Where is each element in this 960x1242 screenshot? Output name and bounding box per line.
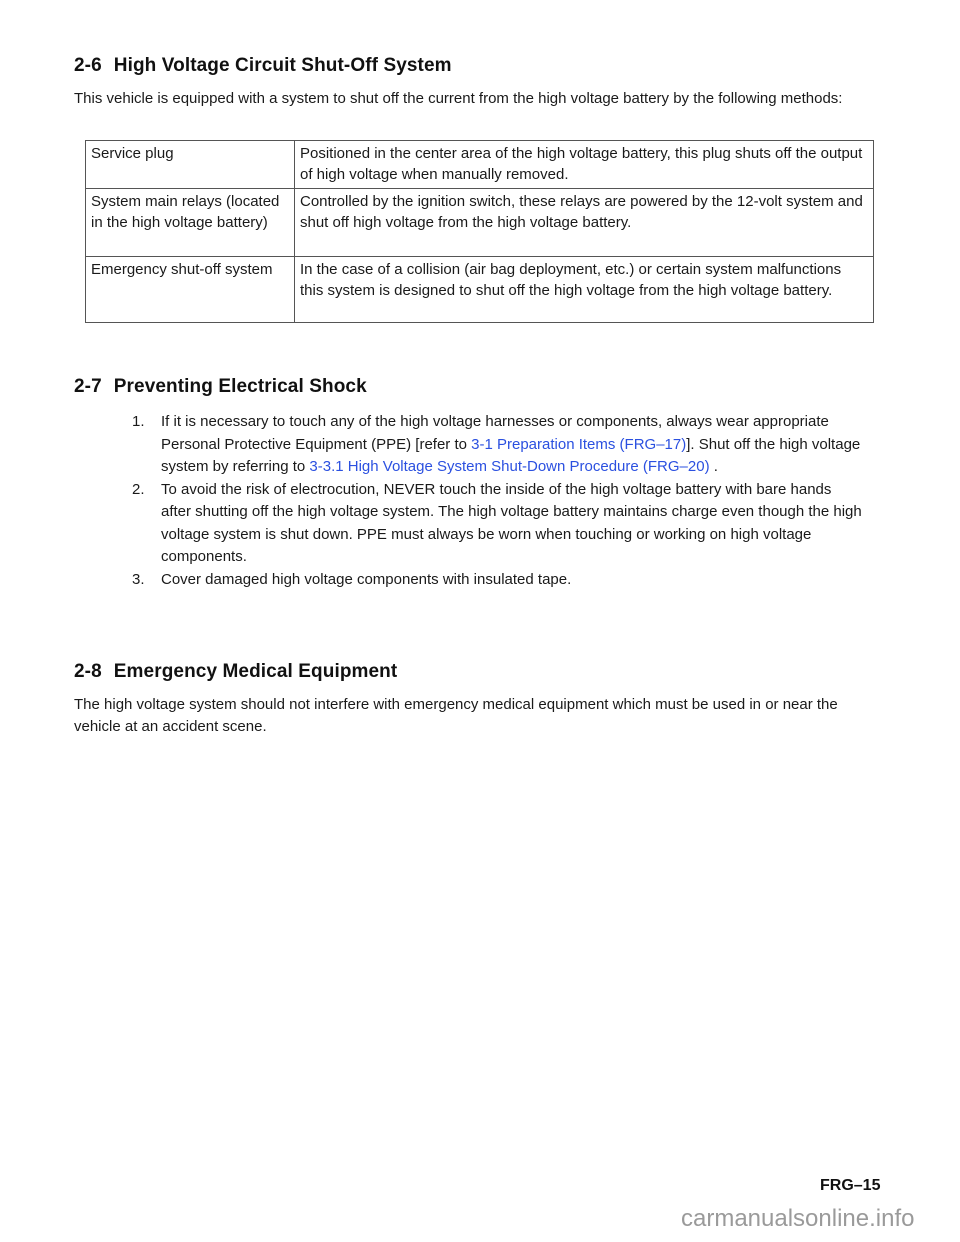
section-title: High Voltage Circuit Shut-Off System — [113, 55, 452, 76]
watermark: carmanualsonline.info — [681, 1205, 915, 1232]
step-text: Cover damaged high voltage components with insulated tape. — [161, 570, 572, 588]
method-name: System main relays (located in the high voltage battery) — [86, 189, 295, 257]
link-preparation-items[interactable]: 3-1 Preparation Items (FRG–17) — [471, 435, 687, 453]
step-text: If it is necessary to touch any of the high voltage harnesses or components, always wear appropriate Personal Protective Equipment (PPE) [refer to — [161, 413, 829, 453]
method-name: Emergency shut-off system — [86, 257, 295, 323]
list-item — [132, 411, 862, 479]
step-text: ]. Shut off the high voltage system by referring to — [161, 435, 861, 475]
link-shutdown-procedure[interactable]: 3-3.1 High Voltage System Shut-Down Procedure (FRG–20) — [309, 458, 710, 475]
shock-prevention-steps — [132, 411, 862, 591]
method-description: In the case of a collision (air bag deployment, etc.) or certain system malfunctions this system is designed to shut off the high voltage from the high voltage battery. — [295, 257, 874, 323]
step-number: 3. — [132, 570, 145, 588]
table-row — [86, 257, 874, 323]
page-number: FRG–15 — [820, 1177, 881, 1194]
section-number: 2-6 — [74, 55, 102, 76]
section-2-8-body: The high voltage system should not interfere with emergency medical equipment which must be used in or near the vehicle at an accident scene. — [74, 696, 838, 735]
section-number: 2-8 — [74, 661, 102, 682]
step-number: 2. — [132, 480, 145, 498]
section-title: Preventing Electrical Shock — [113, 376, 367, 397]
step-text: To avoid the risk of electrocution, NEVER touch the inside of the high voltage battery with bare hands after shutting off the high voltage system. The high voltage battery maintains charge even though the high voltage system is shut down. PPE must always be worn when touching or working on high voltage components. — [161, 480, 862, 565]
table-row — [86, 189, 874, 257]
step-number: 1. — [132, 413, 145, 430]
section-title: Emergency Medical Equipment — [113, 661, 398, 682]
table-row — [86, 141, 874, 189]
list-item — [132, 569, 862, 592]
section-2-7-heading — [74, 376, 367, 398]
method-name: Service plug — [86, 141, 295, 189]
section-number: 2-7 — [74, 376, 102, 397]
list-item — [132, 479, 862, 569]
section-2-6-intro: This vehicle is equipped with a system to shut off the current from the high voltage battery by the following methods: — [74, 90, 843, 107]
method-description: Controlled by the ignition switch, these relays are powered by the 12-volt system and shut off high voltage from the high voltage battery. — [295, 189, 874, 257]
step-text: . — [709, 458, 718, 475]
section-2-8-heading — [74, 661, 397, 683]
method-description: Positioned in the center area of the high voltage battery, this plug shuts off the output of high voltage when manually removed. — [295, 141, 874, 189]
section-2-6-heading — [74, 55, 452, 77]
shutoff-methods-table — [85, 140, 874, 323]
